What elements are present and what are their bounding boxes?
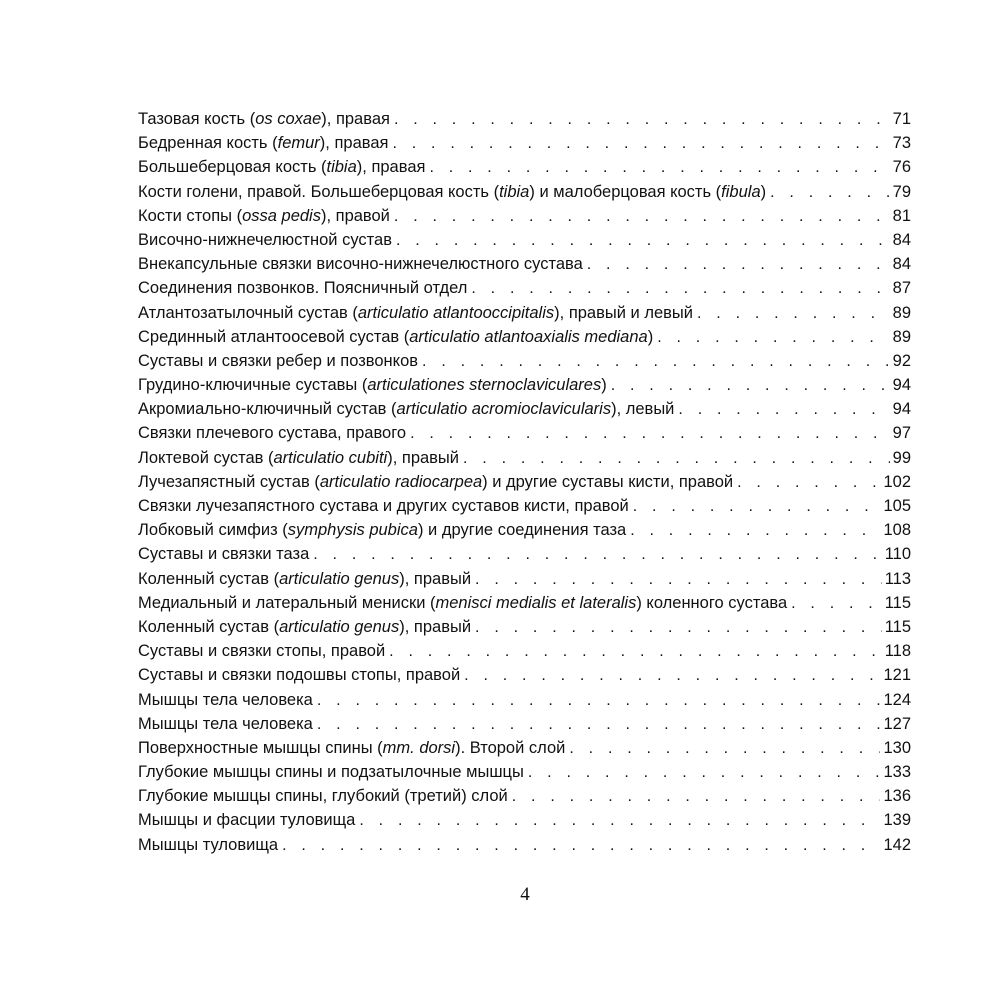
toc-entry-title [138,301,693,325]
toc-dot-leader [770,181,890,205]
toc-entry-page: 76 [892,158,911,177]
toc-dot-leader [512,785,881,809]
toc-entry-page: 115 [884,617,911,636]
toc-entry[interactable] [138,688,911,712]
toc-entry-text: Локтевой сустав ( [138,448,274,467]
toc-entry-title [138,276,467,300]
toc-entry-text: ) [760,182,767,201]
toc-entry-text: Медиальный и латеральный мениски ( [138,593,436,612]
toc-entry-title [138,663,460,687]
toc-entry-title [138,131,388,155]
toc-entry-title [138,446,459,470]
toc-entry-title [138,325,653,349]
toc-entry[interactable] [138,180,911,204]
toc-entry[interactable] [138,373,911,397]
toc-entry-page: 113 [884,569,911,588]
toc-entry-text: ), правый [399,617,472,636]
toc-entry-text: Соединения позвонков. Поясничный отдел [138,279,468,298]
toc-dot-leader [630,519,880,543]
toc-dot-leader [737,471,880,495]
toc-entry-page: 130 [883,738,911,757]
toc-entry-text: ). Второй слой [455,738,566,757]
toc-entry-title [138,833,278,857]
toc-entry[interactable] [138,446,911,470]
toc-dot-leader [394,205,890,229]
toc-dot-leader [569,737,880,761]
table-of-contents [138,107,911,857]
toc-entry-page: 89 [892,327,911,346]
toc-entry-page: 94 [892,400,911,419]
toc-dot-leader [317,713,881,737]
toc-dot-leader [657,326,889,350]
toc-entry-text: ), правый [399,569,472,588]
toc-entry-page: 136 [883,787,911,806]
toc-entry-title [138,784,508,808]
toc-entry[interactable] [138,131,911,155]
toc-entry-latin-term: tibia [499,182,530,201]
toc-entry-text: Связки плечевого сустава, правого [138,424,407,443]
toc-entry-title [138,204,390,228]
toc-entry-text: Лучезапястный сустав ( [138,472,320,491]
toc-entry[interactable] [138,760,911,784]
toc-dot-leader [528,761,881,785]
toc-entry[interactable] [138,252,911,276]
toc-entry[interactable] [138,204,911,228]
toc-entry-title [138,470,733,494]
toc-entry[interactable] [138,518,911,542]
toc-entry-page: 71 [892,110,911,128]
toc-entry-title [138,591,787,615]
toc-entry[interactable] [138,712,911,736]
toc-entry-text: ), правый [387,448,460,467]
toc-dot-leader [463,447,890,471]
toc-entry-text: ), правой [320,206,390,225]
toc-entry-page: 92 [892,351,911,370]
toc-entry-latin-term: menisci medialis et lateralis [435,593,637,612]
toc-entry-latin-term: articulatio cubiti [273,448,388,467]
toc-entry-title [138,542,309,566]
toc-dot-leader [791,592,882,616]
toc-entry-page: 124 [883,690,911,709]
toc-entry[interactable] [138,470,911,494]
toc-entry-latin-term: tibia [326,158,357,177]
toc-entry-latin-term: mm. dorsi [382,738,456,757]
toc-entry-page: 79 [892,182,911,201]
toc-dot-leader [359,809,880,833]
toc-entry-text: Бедренная кость ( [138,134,278,153]
toc-entry-text: ), правая [321,110,390,128]
toc-entry-text: Коленный сустав ( [138,569,280,588]
toc-entry[interactable] [138,567,911,591]
toc-entry[interactable] [138,736,911,760]
toc-dot-leader [282,834,880,858]
toc-entry-text: Акромиально-ключичный сустав ( [138,400,397,419]
toc-dot-leader [394,108,890,132]
toc-entry-text: ), правая [319,134,389,153]
toc-entry-latin-term: symphysis pubica [287,521,418,540]
toc-entry-text: Глубокие мышцы спины и подзатылочные мышцы [138,763,524,782]
toc-entry-title [138,349,418,373]
toc-entry-title [138,760,524,784]
toc-dot-leader [396,229,890,253]
toc-entry-text: Лобковый симфиз ( [138,521,288,540]
toc-dot-leader [429,156,889,180]
toc-entry-text: Внекапсульные связки височно-нижнечелюстного сустава [138,255,583,274]
toc-entry-text: ) и другие соединения таза [417,521,627,540]
toc-entry-text: Грудино-ключичные суставы ( [138,376,368,395]
toc-dot-leader [611,374,890,398]
toc-entry-title [138,397,674,421]
toc-entry[interactable] [138,349,911,373]
toc-entry-page: 89 [892,303,911,322]
toc-entry-title [138,494,629,518]
toc-entry-text: ), правая [356,158,426,177]
toc-entry[interactable] [138,833,911,857]
toc-entry-title [138,736,565,760]
toc-entry[interactable] [138,276,911,300]
toc-entry-title [138,155,425,179]
toc-entry-text: Мышцы туловища [138,835,279,854]
toc-entry-page: 81 [892,206,911,225]
toc-entry-page: 139 [883,811,911,830]
toc-entry-latin-term: articulatio acromioclavicularis [396,400,612,419]
toc-entry-page: 133 [883,763,911,782]
toc-dot-leader [313,543,881,567]
toc-entry-page: 110 [884,545,911,564]
toc-entry-title [138,252,583,276]
toc-entry[interactable] [138,542,911,566]
toc-entry-page: 94 [892,376,911,395]
toc-entry-text: Поверхностные мышцы спины ( [138,738,383,757]
toc-entry-text: Мышцы тела человека [138,690,313,709]
toc-entry[interactable] [138,615,911,639]
toc-entry-text: Срединный атлантоосевой сустав ( [138,327,410,346]
toc-entry-page: 127 [883,714,911,733]
toc-entry-title [138,615,471,639]
toc-dot-leader [475,616,882,640]
toc-entry[interactable] [138,663,911,687]
toc-entry-title [138,688,313,712]
toc-entry[interactable] [138,591,911,615]
toc-entry-text: Большеберцовая кость ( [138,158,327,177]
toc-entry[interactable] [138,228,911,252]
toc-entry-page: 121 [883,666,911,685]
toc-entry-page: 99 [892,448,911,467]
toc-entry-text: Глубокие мышцы спины, глубокий (третий) слой [138,787,508,806]
toc-entry-page: 105 [883,497,911,515]
toc-entry-latin-term: articulatio genus [279,569,400,588]
toc-entry-title [138,107,390,131]
toc-dot-leader [464,664,880,688]
toc-entry-page: 142 [883,835,911,854]
toc-entry-title [138,373,607,397]
toc-entry[interactable] [138,639,911,663]
toc-entry-page: 97 [892,424,911,443]
toc-entry-text: Суставы и связки стопы, правой [138,642,386,661]
toc-entry-text: Суставы и связки подошвы стопы, правой [138,666,461,685]
toc-entry-text: Связки лучезапястного сустава и других суставов кисти, правой [138,497,629,515]
toc-entry-text: Тазовая кость ( [138,110,256,128]
toc-dot-leader [471,277,889,301]
toc-dot-leader [587,253,890,277]
toc-entry-latin-term: articulatio radiocarpea [319,472,483,491]
toc-entry-page: 118 [884,642,911,661]
toc-entry-title [138,228,392,252]
toc-entry-title [138,639,385,663]
toc-entry-page: 84 [892,255,911,274]
toc-entry-text: Суставы и связки таза [138,545,310,564]
toc-entry-page: 73 [892,134,911,153]
toc-entry-text: Кости голени, правой. Большеберцовая кость ( [138,182,500,201]
toc-entry-latin-term: articulatio genus [279,617,400,636]
toc-entry-page: 87 [892,279,911,298]
toc-entry-page: 102 [883,472,911,491]
toc-dot-leader [392,132,889,156]
toc-entry-latin-term: fibula [721,182,761,201]
toc-entry-title [138,180,766,204]
toc-entry-text: ) коленного сустава [636,593,788,612]
toc-entry-text: Мышцы тела человека [138,714,313,733]
toc-entry[interactable] [138,155,911,179]
toc-entry-page: 108 [883,521,911,540]
toc-entry-title [138,712,313,736]
toc-entry-text: ) и другие суставы кисти, правой [482,472,734,491]
toc-entry[interactable] [138,421,911,445]
toc-entry-title [138,808,355,832]
toc-entry-text: Кости стопы ( [138,206,243,225]
toc-entry[interactable] [138,325,911,349]
toc-entry[interactable] [138,808,911,832]
toc-dot-leader [633,495,881,519]
toc-entry-title [138,421,406,445]
toc-entry-text: ) [647,327,654,346]
toc-dot-leader [475,568,882,592]
toc-entry-text: ) [601,376,607,395]
toc-entry-title [138,518,626,542]
toc-dot-leader [697,302,890,326]
toc-entry-text: Атлантозатылочный сустав ( [138,303,358,322]
toc-entry-text: ), левый [611,400,675,419]
toc-entry[interactable] [138,784,911,808]
toc-entry-title [138,567,471,591]
toc-entry[interactable] [138,494,911,518]
toc-entry-text: ), правый и левый [554,303,693,322]
toc-dot-leader [410,422,890,446]
toc-dot-leader [422,350,890,374]
toc-dot-leader [389,640,882,664]
toc-entry-text: Суставы и связки ребер и позвонков [138,351,419,370]
page-number: 4 [520,884,530,905]
toc-entry-latin-term: articulationes sternoclaviculares [367,376,602,395]
toc-entry-text: Мышцы и фасции туловища [138,811,356,830]
toc-entry-latin-term: articulatio atlantoaxialis mediana [409,327,648,346]
toc-entry-latin-term: ossa pedis [242,206,321,225]
toc-entry-latin-term: articulatio atlantooccipitalis [357,303,555,322]
toc-entry-latin-term: os coxae [255,110,322,128]
toc-entry-text: ) и малоберцовая кость ( [529,182,722,201]
toc-entry[interactable] [138,397,911,421]
toc-entry-latin-term: femur [277,134,320,153]
toc-dot-leader [678,398,889,422]
toc-entry-page: 84 [892,230,911,249]
toc-entry-page: 115 [884,593,911,612]
toc-entry-text: Коленный сустав ( [138,617,280,636]
toc-dot-leader [317,689,881,713]
toc-entry-text: Височно-нижнечелюстной сустав [138,230,392,249]
toc-entry[interactable] [138,301,911,325]
toc-entry[interactable] [138,107,911,131]
